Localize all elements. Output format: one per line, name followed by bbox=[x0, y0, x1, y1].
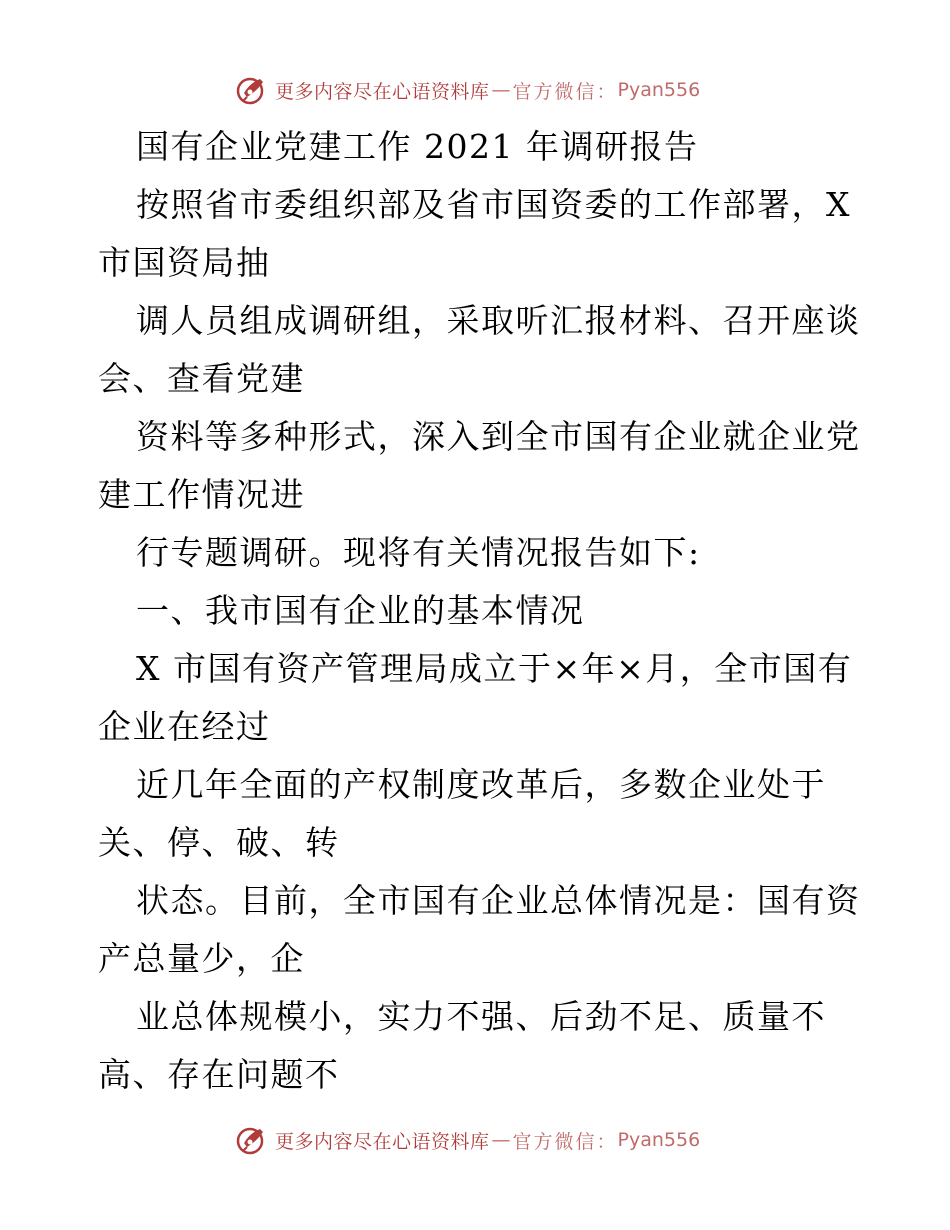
paragraph-line: 状态。目前，全市国有企业总体情况是：国有资 bbox=[136, 881, 861, 920]
paragraph-line: 市国资局抽 bbox=[98, 243, 271, 282]
watermark-official-label: 官方微信： bbox=[512, 1130, 618, 1153]
watermark-separator: — bbox=[491, 1129, 511, 1151]
watermark-wechat-id: Pyan556 bbox=[617, 79, 701, 101]
paragraph-line: 按照省市委组织部及省市国资委的工作部署，X bbox=[136, 185, 851, 224]
paragraph-line: 产总量少，企 bbox=[98, 939, 305, 978]
watermark-text: 更多内容尽在心语资料库 bbox=[275, 80, 490, 103]
watermark-separator: — bbox=[491, 79, 511, 101]
paragraph-line: X 市国有资产管理局成立于×年×月，全市国有 bbox=[136, 649, 853, 688]
watermark-text: 更多内容尽在心语资料库 bbox=[275, 1130, 490, 1153]
section-heading: 一、我市国有企业的基本情况 bbox=[136, 591, 585, 630]
pen-logo-icon bbox=[235, 73, 269, 107]
pen-logo-icon bbox=[235, 1123, 269, 1157]
paragraph-line: 近几年全面的产权制度改革后，多数企业处于 bbox=[136, 765, 826, 804]
paragraph-line: 建工作情况进 bbox=[98, 475, 305, 514]
paragraph-line: 企业在经过 bbox=[98, 707, 271, 746]
paragraph-line: 行专题调研。现将有关情况报告如下: bbox=[136, 533, 701, 572]
watermark-footer bbox=[235, 1122, 700, 1158]
document-title: 国有企业党建工作 2021 年调研报告 bbox=[136, 127, 699, 166]
watermark-header bbox=[235, 72, 700, 108]
paragraph-line: 高、存在问题不 bbox=[98, 1055, 340, 1094]
paragraph-line: 会、查看党建 bbox=[98, 359, 305, 398]
watermark-official-label: 官方微信： bbox=[512, 80, 618, 103]
paragraph-line: 调人员组成调研组，采取听汇报材料、召开座谈 bbox=[136, 301, 861, 340]
paragraph-line: 资料等多种形式，深入到全市国有企业就企业党 bbox=[136, 417, 861, 456]
paragraph-line: 业总体规模小，实力不强、后劲不足、质量不 bbox=[136, 997, 826, 1036]
document-body bbox=[98, 118, 861, 1104]
watermark-wechat-id: Pyan556 bbox=[617, 1129, 701, 1151]
paragraph-line: 关、停、破、转 bbox=[98, 823, 340, 862]
